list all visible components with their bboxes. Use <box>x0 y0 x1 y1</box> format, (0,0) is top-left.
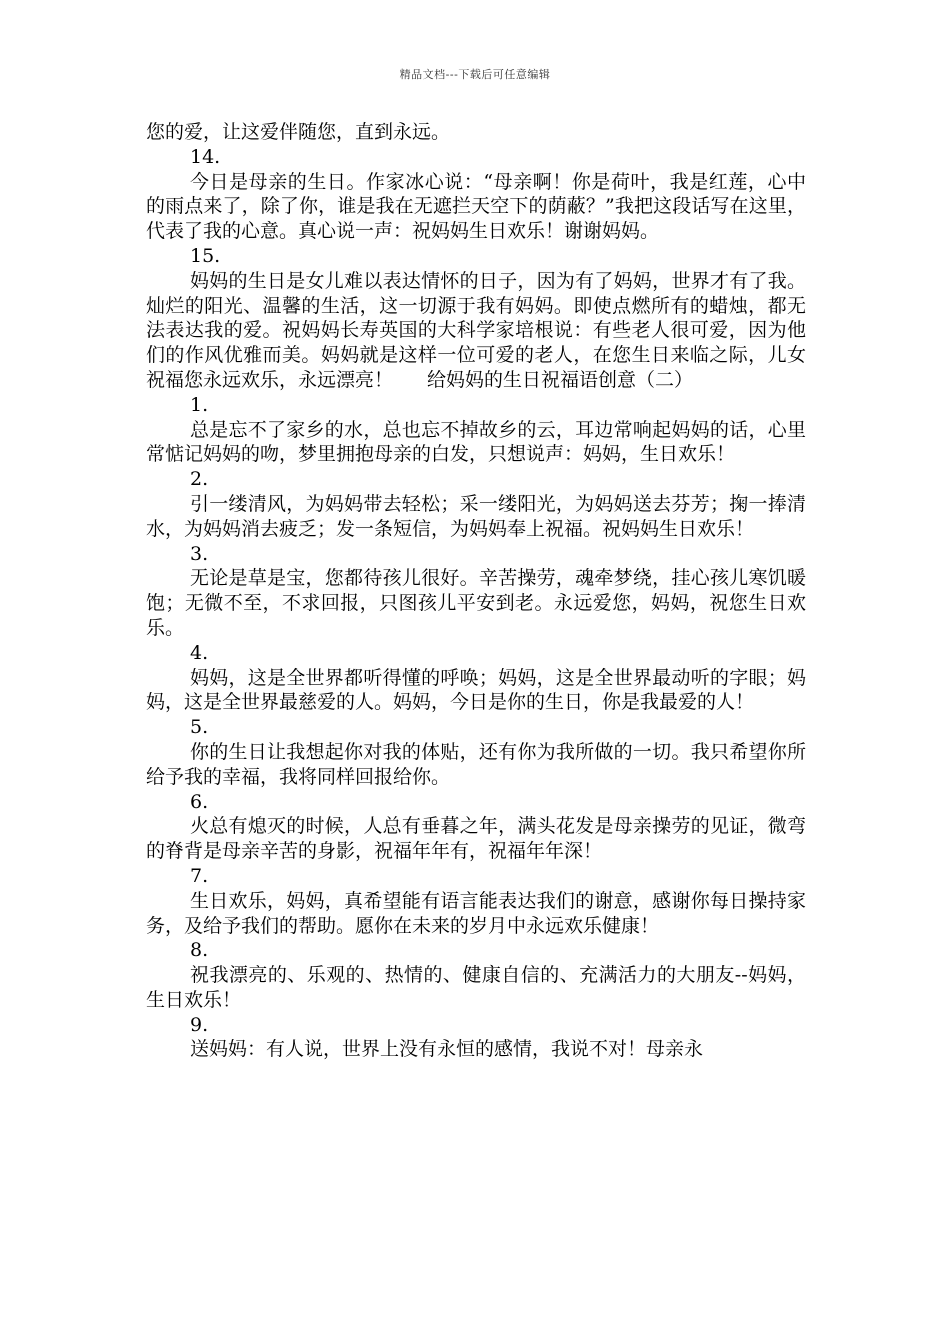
document-body <box>146 120 806 1062</box>
paragraph-text: 妈妈的生日是女儿难以表达情怀的日子，因为有了妈妈，世界才有了我。灿烂的阳光、温馨的生活，这一切源于我有妈妈。即使点燃所有的蜡烛，都无法表达我的爱。祝妈妈长寿英国的大科学家培根说：有些老人很可爱，因为他们的作风优雅而美。妈妈就是这样一位可爱的老人，在您生日来临之际，儿女祝福您永远欢乐，永远漂亮！ <box>146 269 806 391</box>
item-number: 8. <box>190 939 209 962</box>
item-number: 9. <box>190 1013 209 1036</box>
item-number: 5. <box>190 716 209 739</box>
paragraph: 送妈妈：有人说，世界上没有永恒的感情，我说不对！母亲永 <box>190 1038 704 1061</box>
item-number: 4. <box>190 641 209 664</box>
paragraph: 今日是母亲的生日。作家冰心说：“母亲啊！你是荷叶，我是红莲，心中的雨点来了，除了你，谁是我在无遮拦天空下的荫蔽？”我把这段话写在这里，代表了我的心意。真心说一声：祝妈妈生日欢乐！谢谢妈妈。 <box>146 170 806 243</box>
paragraph: 您的爱，让这爱伴随您，直到永远。 <box>146 121 451 143</box>
paragraph: 你的生日让我想起你对我的体贴，还有你为我所做的一切。我只希望你所给予我的幸福，我将同样回报给你。 <box>146 740 806 788</box>
item-number: 14. <box>190 145 221 168</box>
item-number: 6. <box>190 790 209 813</box>
paragraph: 祝我漂亮的、乐观的、热情的、健康自信的、充满活力的大朋友--妈妈，生日欢乐！ <box>146 964 806 1011</box>
paragraph <box>146 269 806 393</box>
item-number: 1. <box>190 393 209 416</box>
paragraph: 生日欢乐，妈妈，真希望能有语言能表达我们的谢意，感谢你每日操持家务，及给予我们的帮助。愿你在未来的岁月中永远欢乐健康！ <box>146 889 806 937</box>
item-number: 3. <box>190 542 209 565</box>
paragraph: 总是忘不了家乡的水，总也忘不掉故乡的云，耳边常响起妈妈的话，心里常惦记妈妈的吻，梦里拥抱母亲的白发，只想说声：妈妈，生日欢乐！ <box>146 418 806 466</box>
paragraph: 火总有熄灭的时候，人总有垂暮之年，满头花发是母亲操劳的见证，微弯的脊背是母亲辛苦的身影，祝福年年有，祝福年年深！ <box>146 815 806 863</box>
item-number: 7. <box>190 864 209 887</box>
paragraph: 妈妈，这是全世界都听得懂的呼唤；妈妈，这是全世界最动听的字眼；妈妈，这是全世界最慈爱的人。妈妈，今日是你的生日，你是我最爱的人！ <box>146 666 806 714</box>
section-title: 给妈妈的生日祝福语创意（二） <box>427 368 694 391</box>
paragraph: 引一缕清风，为妈妈带去轻松；采一缕阳光，为妈妈送去芬芳；掬一捧清水，为妈妈消去疲乏；发一条短信，为妈妈奉上祝福。祝妈妈生日欢乐！ <box>146 492 806 540</box>
page-header: 精品文档---下载后可任意编辑 <box>399 68 551 81</box>
item-number: 2. <box>190 468 209 491</box>
paragraph: 无论是草是宝，您都待孩儿很好。辛苦操劳，魂牵梦绕，挂心孩儿寒饥暖饱；无微不至，不求回报，只图孩儿平安到老。永远爱您，妈妈，祝您生日欢乐。 <box>146 567 806 639</box>
item-number: 15. <box>190 244 221 267</box>
